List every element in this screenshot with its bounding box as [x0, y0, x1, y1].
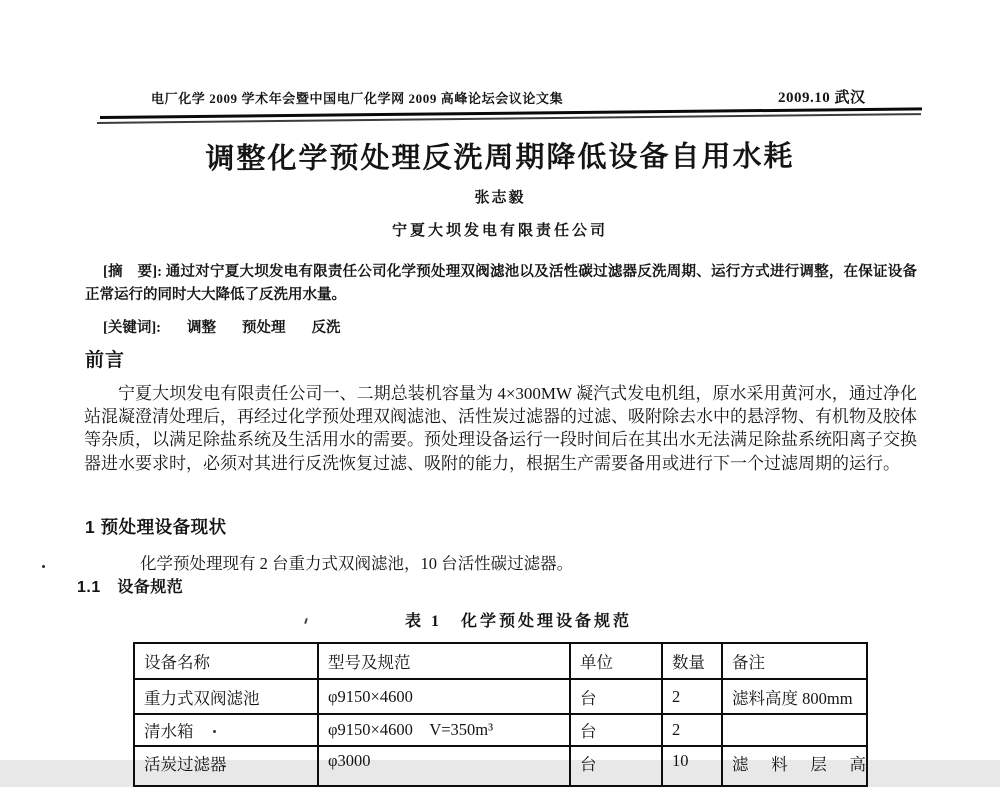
table-cell-qty: 2: [662, 679, 722, 714]
table-caption: 表 1 化学预处理设备规范: [405, 613, 633, 630]
affiliation: 宁夏大坝发电有限责任公司: [391, 223, 608, 239]
table-cell-remark: 滤 料 层 高: [722, 746, 867, 786]
table-row: [134, 679, 867, 714]
foreword-heading: 前言: [85, 350, 126, 371]
table-header-cell: 备注: [722, 643, 867, 679]
keyword-item: 调整: [187, 320, 216, 336]
table-cell-remark: [722, 714, 867, 746]
table-cell-name: 清水箱: [134, 714, 318, 746]
table-cell-unit: 台: [570, 714, 662, 746]
table-cell-spec: φ9150×4600: [318, 679, 570, 714]
abstract: [85, 261, 917, 307]
table-header-cell: 型号及规范: [318, 643, 570, 679]
table-cell-qty: 10: [662, 746, 722, 786]
table-cell-spec: φ3000: [318, 746, 570, 786]
abstract-label: [摘 要]:: [103, 264, 162, 280]
keywords-label: [关键词]:: [103, 320, 161, 336]
keyword-item: 反洗: [311, 320, 341, 336]
equipment-table: [133, 642, 868, 787]
scan-speck: [42, 565, 45, 568]
section-1-heading: 1 预处理设备现状: [85, 517, 227, 537]
table-cell-unit: 台: [570, 679, 662, 714]
table-cell-remark: 滤料高度 800mm: [722, 679, 867, 714]
keyword-item: 预处理: [242, 320, 286, 336]
table-row-cutoff: [134, 746, 867, 786]
table-cell-unit: 台: [570, 746, 662, 786]
header-date-location: 2009.10 武汉: [778, 90, 866, 106]
scan-speck: [304, 618, 308, 624]
table-cell-qty: 2: [662, 714, 722, 746]
foreword-paragraph: 宁夏大坝发电有限责任公司一、二期总装机容量为 4×300MW 凝汽式发电机组，原水采用黄河水，通过净化站混凝澄清处理后，再经过化学预处理双阀滤池、活性炭过滤器的过滤、吸附除去水中的悬浮物、有机物及胶体等杂质，以满足除盐系统及生活用水的需要。预处理设备运行一段时间后在其出水无法满足除盐系统阳离子交换器进水要求时，必须对其进行反洗恢复过滤、吸附的能力，根据生产需要备用或进行下一个过滤周期的运行。: [84, 384, 917, 473]
table-header-cell: 数量: [662, 643, 722, 679]
table-row: [134, 714, 867, 746]
table-header-cell: 单位: [570, 643, 662, 679]
table-cell-name: 活炭过滤器: [134, 746, 318, 786]
paper-title: 调整化学预处理反洗周期降低设备自用水耗: [205, 140, 795, 176]
scan-speck: [213, 730, 216, 733]
table-header-cell: 设备名称: [134, 643, 318, 679]
table-header-row: [134, 643, 867, 679]
keywords-line: [103, 316, 341, 337]
section-1-1-heading: 1.1 设备规范: [77, 579, 184, 596]
author-name: 张志毅: [474, 190, 526, 206]
abstract-text: 通过对宁夏大坝发电有限责任公司化学预处理双阀滤池以及活性碳过滤器反洗周期、运行方式进行调整，在保证设备正常运行的同时大大降低了反洗用水量。: [85, 264, 917, 303]
header-proceedings-title: 电厂化学 2009 学术年会暨中国电厂化学网 2009 高峰论坛会议论文集: [151, 91, 564, 106]
table-cell-spec: φ9150×4600 V=350m³: [318, 714, 570, 746]
section-1-paragraph: 化学预处理现有 2 台重力式双阀滤池，10 台活性碳过滤器。: [140, 554, 574, 573]
table-cell-name: 重力式双阀滤池: [134, 679, 318, 714]
